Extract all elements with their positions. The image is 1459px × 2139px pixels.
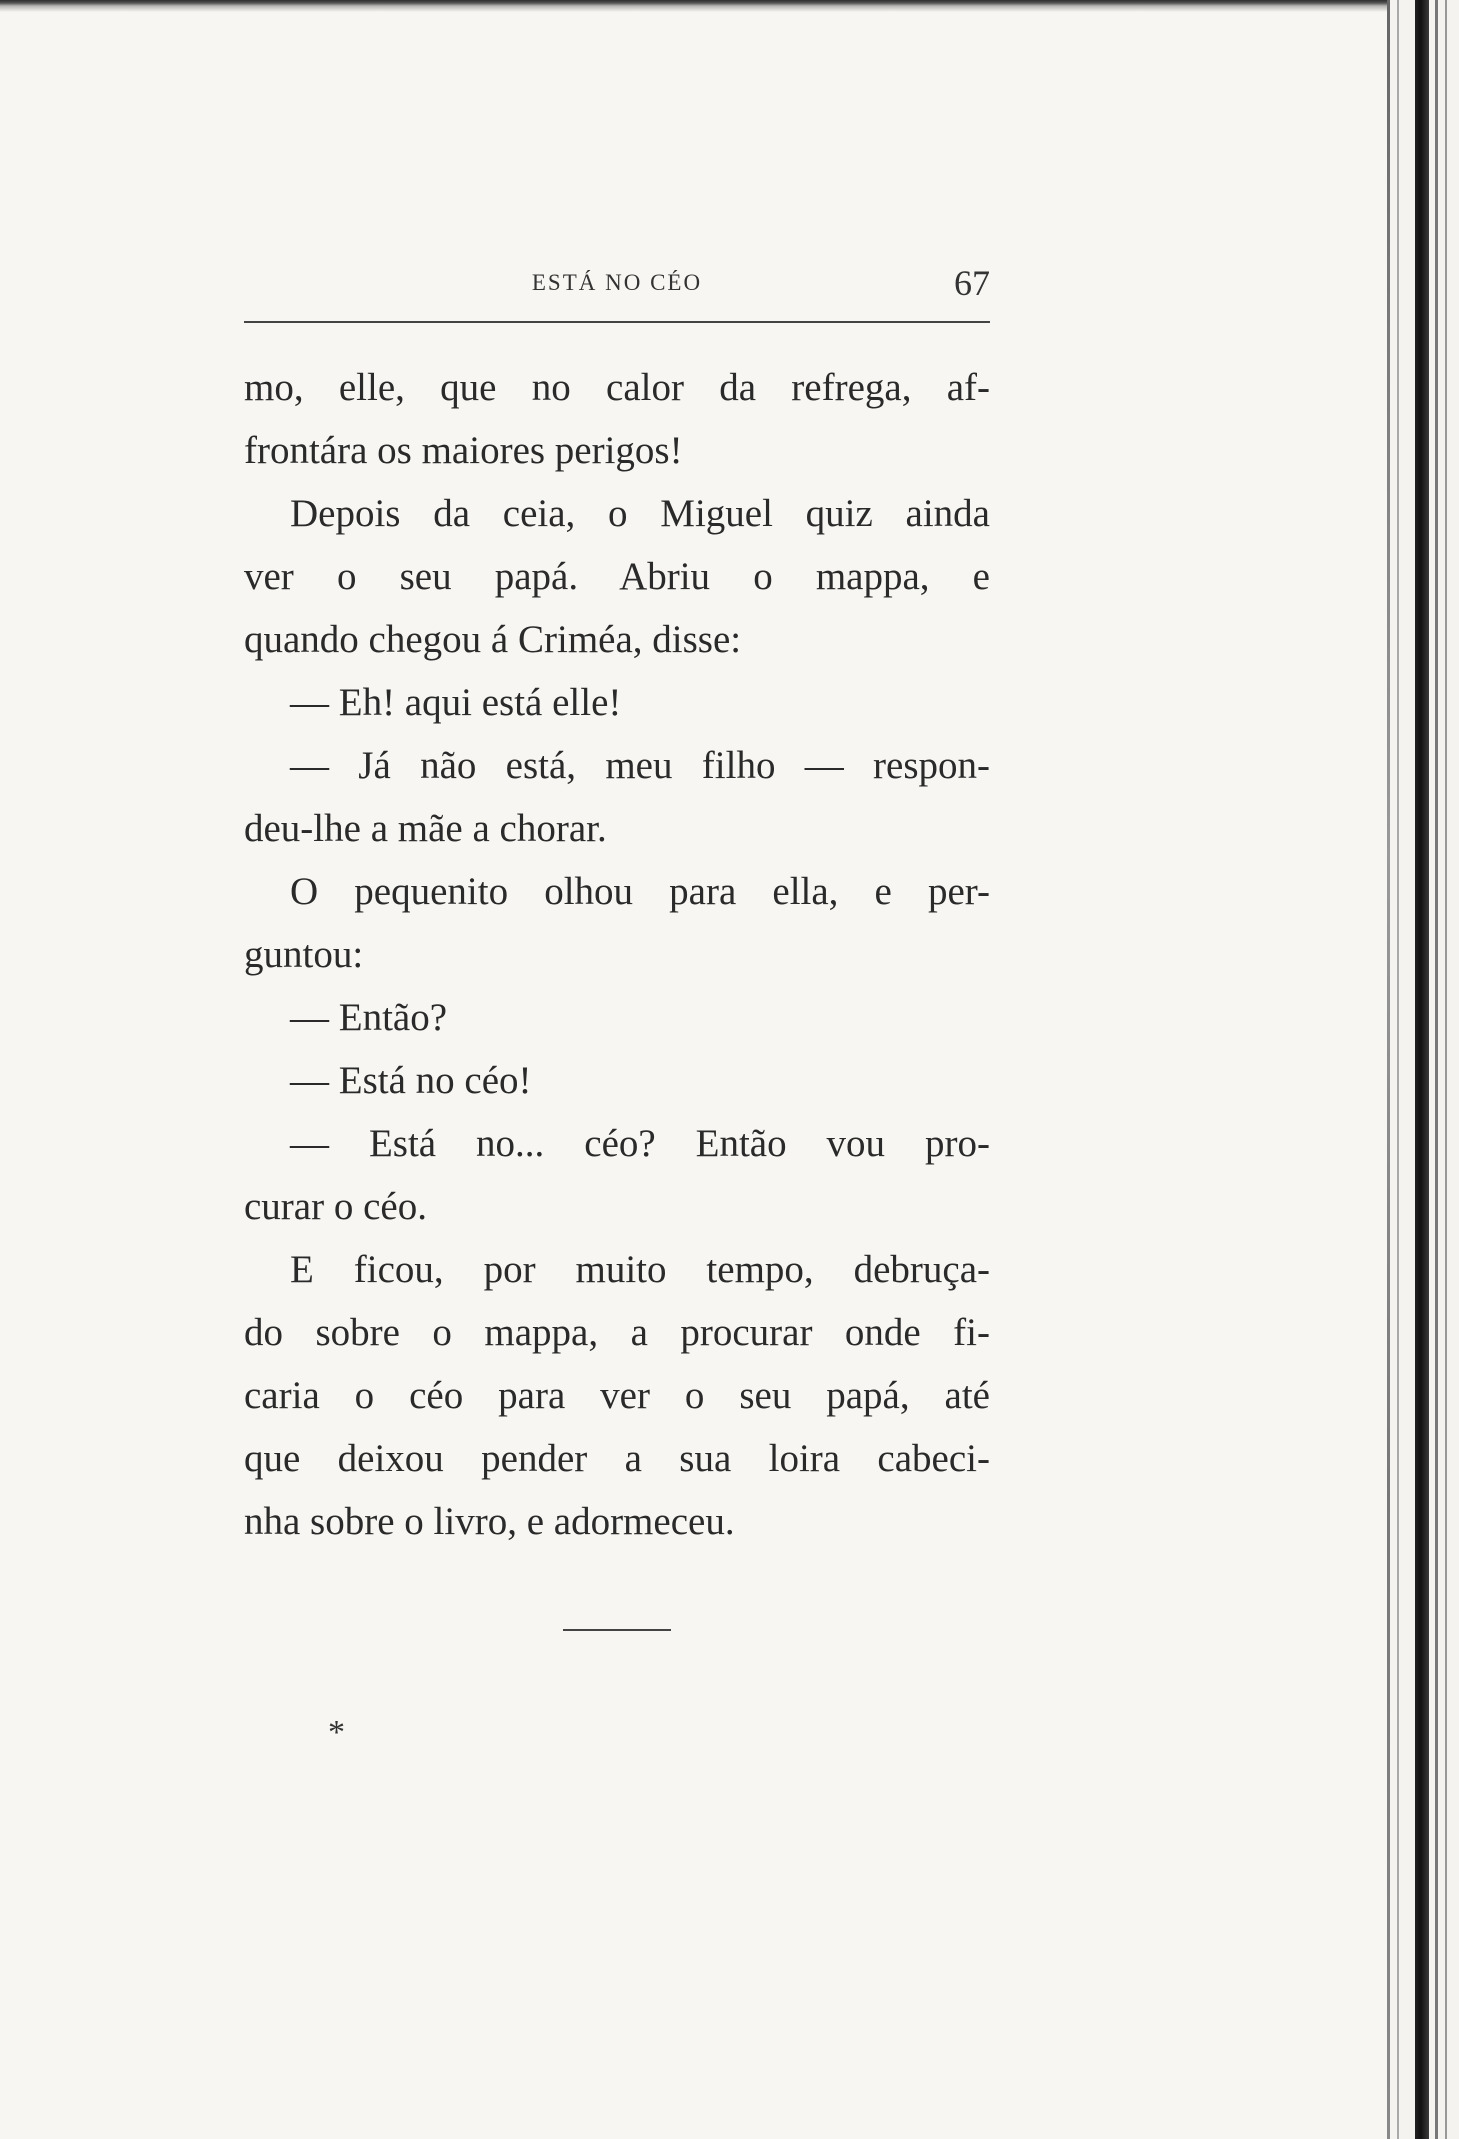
text-line: Depois da ceia, o Miguel quiz ainda [290, 492, 990, 535]
text-line: — Está no céo! [290, 1059, 532, 1102]
text-line: — Então? [290, 996, 448, 1039]
text-line: quando chegou á Criméa, disse: [244, 618, 742, 661]
text-line: — Já não está, meu filho — respon- [290, 744, 990, 787]
text-line: deu-lhe a mãe a chorar. [244, 807, 607, 850]
binding-spine [1415, 0, 1429, 2139]
text-line: frontára os maiores perigos! [244, 429, 683, 472]
page-top-shadow [0, 0, 1405, 12]
text-line: O pequenito olhou para ella, e per- [290, 870, 990, 913]
running-title: ESTÁ NO CÉO [531, 270, 703, 295]
header-rule [244, 321, 990, 323]
end-rule [563, 1629, 671, 1631]
page-number: 67 [954, 263, 990, 303]
text-line: ver o seu papá. Abriu o mappa, e [244, 555, 990, 598]
text-line: que deixou pender a sua loira cabeci- [244, 1437, 990, 1480]
binding-line [1445, 0, 1447, 2139]
body-text [244, 356, 990, 1553]
text-line: mo, elle, que no calor da refrega, af- [244, 366, 990, 409]
binding-line [1435, 0, 1438, 2139]
text-line: curar o céo. [244, 1185, 427, 1228]
binding-line [1397, 0, 1399, 2139]
text-line: E ficou, por muito tempo, debruça- [290, 1248, 990, 1291]
binding-line [1387, 0, 1390, 2139]
text-line: guntou: [244, 933, 364, 976]
text-line: — Está no... céo? Então vou pro- [290, 1122, 990, 1165]
text-line: nha sobre o livro, e adormeceu. [244, 1500, 735, 1543]
running-head [244, 262, 990, 302]
text-line: do sobre o mappa, a procurar onde fi- [244, 1311, 990, 1354]
book-binding-edge [1387, 0, 1459, 2139]
text-line: — Eh! aqui está elle! [290, 681, 622, 724]
text-line: caria o céo para ver o seu papá, até [244, 1374, 990, 1417]
footer-asterisk: * [328, 1714, 345, 1751]
